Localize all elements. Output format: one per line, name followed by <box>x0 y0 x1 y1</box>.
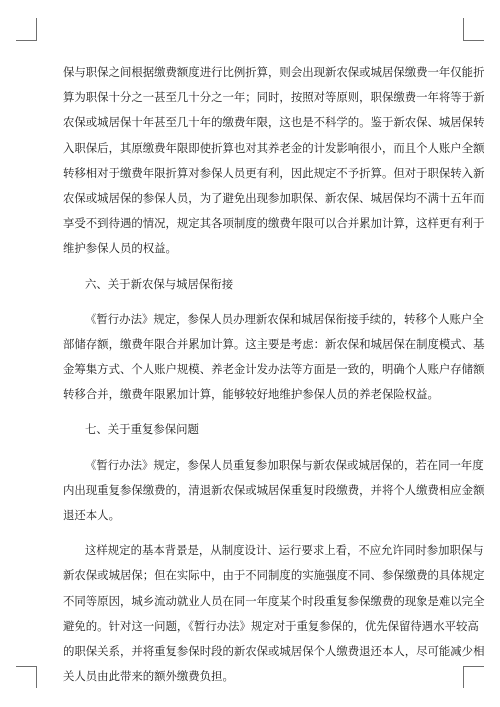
paragraph-line: 农保或城居保十年甚至几十年的缴费年限，这也是不科学的。鉴于新农保、城居保转 <box>63 115 485 130</box>
paragraph-line: 这样规定的基本背景是，从制度设计、运行要求上看，不应允许同时参加职保与 <box>85 543 484 558</box>
crop-mark-top-right-h <box>463 40 484 41</box>
section-heading: 七、关于重复参保问题 <box>85 422 199 437</box>
paragraph-line: 维护参保人员的权益。 <box>63 241 177 256</box>
paragraph-line: 部储存额，缴费年限合并累加计算。这主要是考虑：新农保和城居保在制度模式、基 <box>63 336 485 351</box>
paragraph-spacer <box>63 262 437 272</box>
paragraph-line: 转移合并，缴费年限累加计算，能够较好地维护参保人员的养老保险权益。 <box>63 387 439 402</box>
crop-mark-top-left <box>36 18 37 40</box>
paragraph-line: 内出现重复参保缴费的，清退新农保或城居保重复时段缴费，并将个人缴费相应金额 <box>63 482 485 497</box>
paragraph-line: 农保或城居保的参保人员，为了避免出现参加职保、新农保、城居保均不满十五年而 <box>63 190 485 205</box>
paragraph-line: 入职保后，其原缴费年限即使折算也对其养老金的计发影响很小，而且个人账户全额 <box>63 140 485 155</box>
crop-mark-bottom-left-h <box>16 666 37 667</box>
paragraph-line: 《暂行办法》规定，参保人员办理新农保和城居保衔接手续的，转移个人账户全 <box>85 311 484 326</box>
paragraph-line: 关人员由此带来的额外缴费负担。 <box>63 669 234 684</box>
paragraph-line: 退还本人。 <box>63 508 120 522</box>
crop-mark-bottom-left <box>36 666 37 688</box>
paragraph <box>63 453 485 529</box>
paragraph-spacer <box>63 297 437 307</box>
crop-mark-top-left-h <box>16 40 37 41</box>
paragraph-spacer <box>63 443 437 453</box>
paragraph-line: 新农保或城居保；但在实际中，由于不同制度的实施强度不同、参保缴费的具体规定 <box>63 568 485 583</box>
crop-mark-bottom-right-h <box>463 666 484 667</box>
paragraph-line: 避免的。针对这一问题，《暂行办法》规定对于重复参保的，优先保留待遇水平较高 <box>63 618 479 633</box>
paragraph <box>63 538 485 689</box>
paragraph <box>63 60 485 262</box>
paragraph <box>63 307 485 408</box>
paragraph-line: 的职保关系，并将重复参保时段的新农保或城居保个人缴费退还本人，尽可能减少相 <box>63 643 485 658</box>
crop-mark-bottom-right <box>463 666 464 688</box>
paragraph-line: 不同等原因，城乡流动就业人员在同一年度某个时段重复参保缴费的现象是难以完全 <box>63 593 485 608</box>
paragraph-spacer <box>63 528 437 538</box>
paragraph-line: 享受不到待遇的情况，规定其各项制度的缴费年限可以合并累加计算，这样更有利于 <box>63 216 485 231</box>
paragraph-line: 转移相对于缴费年限折算对参保人员更有利，因此规定不予折算。但对于职保转入新 <box>63 165 485 180</box>
paragraph-line: 算为职保十分之一甚至几十分之一年；同时，按照对等原则，职保缴费一年将等于新 <box>63 90 485 105</box>
paragraph-spacer <box>63 407 437 417</box>
section-heading: 六、关于新农保与城居保衔接 <box>85 276 234 291</box>
paragraph-line: 保与职保之间根据缴费额度进行比例折算，则会出现新农保或城居保缴费一年仅能折 <box>63 65 485 79</box>
crop-mark-top-right <box>463 18 464 40</box>
document-body <box>63 60 485 689</box>
paragraph-line: 金筹集方式、个人账户规模、养老金计发办法等方面是一致的，明确个人账户存储额 <box>63 362 485 377</box>
paragraph-line: 《暂行办法》规定，参保人员重复参加职保与新农保或城居保的，若在同一年度 <box>85 457 484 472</box>
